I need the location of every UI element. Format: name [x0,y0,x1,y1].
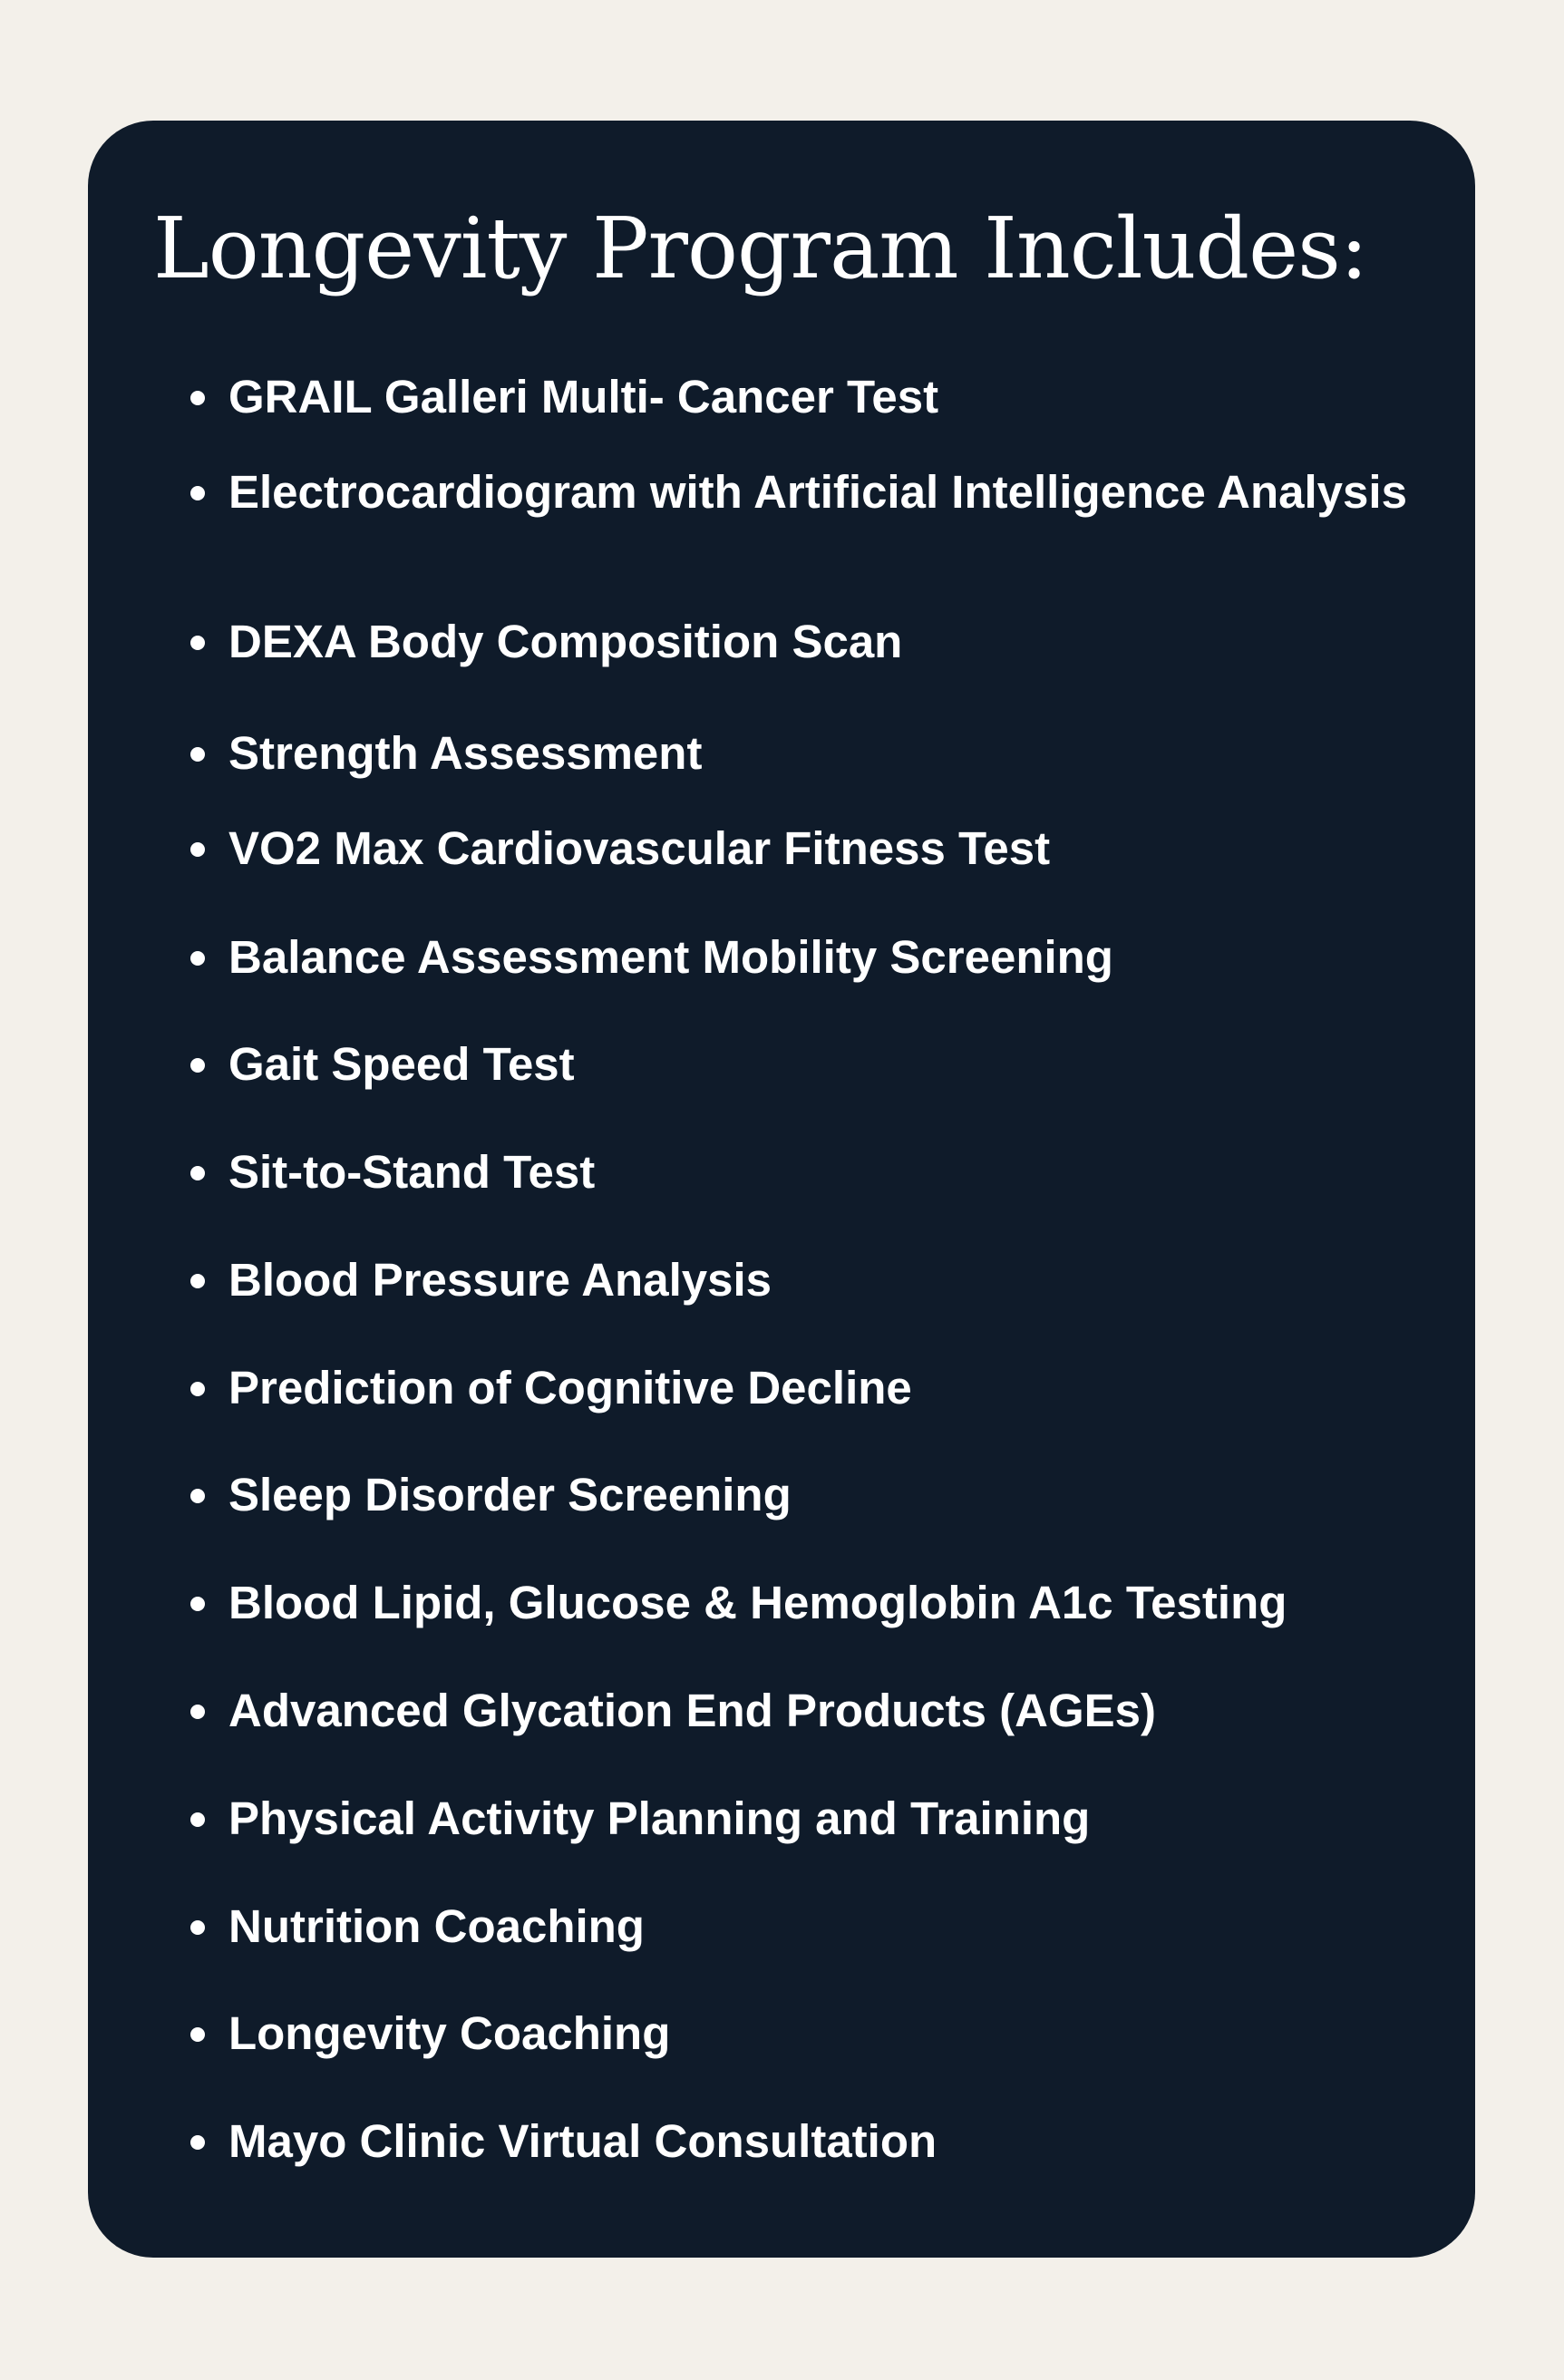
list-item-text: Prediction of Cognitive Decline [228,1362,912,1413]
list-item-text: Balance Assessment Mobility Screening [228,931,1113,983]
bullet-icon [190,1166,205,1180]
list-item-text: Blood Lipid, Glucose & Hemoglobin A1c Testing [228,1577,1287,1628]
list-item [228,1793,1434,1844]
list-item-text: Longevity Coaching [228,2007,671,2059]
list-item-text: Advanced Glycation End Products (AGEs) [228,1685,1157,1736]
list-item-text: Strength Assessment [228,727,703,779]
bullet-icon [190,2135,205,2150]
bullet-icon [190,486,205,500]
bullet-icon [190,951,205,966]
bullet-icon [190,1920,205,1935]
list-item [228,2116,1434,2167]
list-item-text: DEXA Body Composition Scan [228,616,903,667]
bullet-icon [190,2027,205,2042]
list-item [228,467,1434,518]
list-item-text: Electrocardiogram with Artificial Intelligence Analysis [228,466,1407,518]
list-item [228,1901,1434,1952]
list-item-text: VO2 Max Cardiovascular Fitness Test [228,822,1051,874]
card-title: Longevity Program Includes: [153,199,1368,297]
bullet-icon [190,1705,205,1719]
list-item [228,1255,1434,1306]
list-item [228,1147,1434,1198]
list-item-text: GRAIL Galleri Multi- Cancer Test [228,371,939,423]
bullet-icon [190,1274,205,1288]
list-item-text: Physical Activity Planning and Training [228,1792,1091,1844]
list-item [228,1685,1434,1736]
list-item [228,617,1434,667]
list-item [228,372,1434,423]
list-item-text: Mayo Clinic Virtual Consultation [228,2115,937,2167]
list-item-text: Sleep Disorder Screening [228,1469,792,1520]
bullet-icon [190,1382,205,1396]
bullet-icon [190,1489,205,1503]
list-item [228,823,1434,874]
bullet-icon [190,391,205,405]
bullet-icon [190,1058,205,1073]
bullet-icon [190,747,205,762]
list-item [228,1470,1434,1520]
program-items-list [88,121,1475,2258]
list-item-text: Blood Pressure Analysis [228,1254,772,1306]
list-item [228,1578,1434,1628]
list-item [228,1039,1434,1090]
bullet-icon [190,1812,205,1827]
list-item-text: Gait Speed Test [228,1038,575,1090]
list-item [228,2008,1434,2059]
list-item [228,932,1434,983]
bullet-icon [190,636,205,650]
list-item [228,728,1434,779]
list-item-text: Nutrition Coaching [228,1900,645,1952]
program-card [88,121,1475,2258]
bullet-icon [190,1597,205,1611]
list-item [228,1363,1434,1413]
bullet-icon [190,842,205,857]
list-item-text: Sit-to-Stand Test [228,1146,596,1198]
